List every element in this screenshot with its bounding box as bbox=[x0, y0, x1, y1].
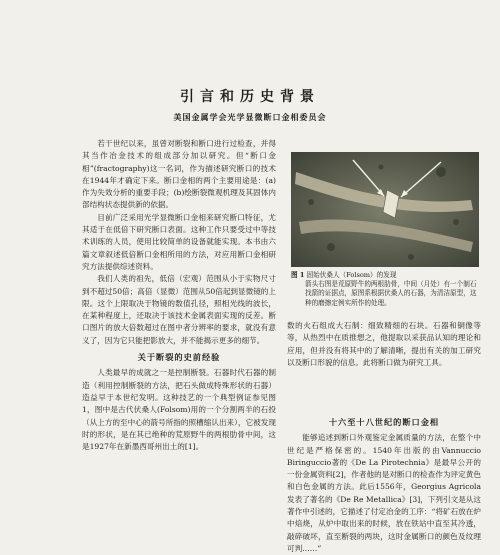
right-paragraph-1: 能够追述到断口外观鉴定金属质量的方法，在整个中世纪是严格保密的。1540年出版的由Vannuccio Biringuccio著的《De La Pirotechnia》是最早公开的一份金属资料[2]，作者他的是对断口的检查作为评定黄色和白色金属的方法。此后1556年，Georgius Agricola发表了著名的《De Re Metallica》[3]，下列引文是从这著作中引述的，它描述了付定冶金的工序：“将矿石放在炉中焙烧，从炉中取出来的时候，放在铁站中直至其冷透，敲碎破坏，直至断裂的两块，这时金属断口的颜色及纹理可判……” bbox=[287, 433, 481, 553]
left-column bbox=[82, 138, 276, 453]
right-mid-paragraph-1: 数的火石组成大石制：细致精细的石块。石器和铜像等等，从热烈中在质推想之，他提取以采获品认知的理论和应用，但并没有将其中的了解清晰，提出有关的加工研究以及断口形貌的信息。此将断口做为研究工具。 bbox=[287, 321, 481, 367]
left-paragraph-3: 我们人类的祖先，低倍（宏观）范围从小于实物尺寸到不超过50倍；高倍（显微）范围从50倍起到显微镜的上限。这个上限取决于物镜的数值孔径，照相光线的波长，在某种程度上，还取决于该技术金属表面实现的反差。断口图片的放大倍数超过在图中者分辨率的要求，就没有意义了，因为它只能把影放大，并不能揭示更多的细节。 bbox=[82, 274, 276, 345]
folsom-point-photo bbox=[291, 152, 479, 267]
right-column bbox=[287, 412, 481, 555]
document-title: 引言和历史背景 bbox=[180, 89, 320, 105]
section-heading-prehistoric: 关于断裂的史前经验 bbox=[137, 352, 221, 363]
figure-caption-body: 箭头右图是荒原野牛的两根肋骨，中间（月处）有一个制石找箭的证据点，原图系根据伏桑人的石器，为清洁原型，这种的磨擦定例实所作的处理。 bbox=[305, 280, 477, 307]
right-column-mid bbox=[287, 320, 481, 369]
figure-1-photo bbox=[291, 152, 479, 267]
left-paragraph-2: 目前广泛采用光学显微断口金相来研究断口特征，尤其适于在低倍下研究断口表面。这种工作只要受过中等技术训练的人员，使用比较简单的设备就能实现。本书由六篇文章叙述低倍断口金相所用的方法，对应用断口金相研究方法提供综述资料。 bbox=[82, 212, 276, 271]
left-paragraph-4: 人类最早的成就之一是控制断裂。石器时代石器的制造（利用控制断裂的方法，把石头做成特殊形状的石器）造益早于本世纪发明。这种技艺的一个典型例证参见图1，图中是古代伏桑人(Folsom)用的一个分割两半的石投（从上方的至中心的箭号所指的照槽缩认出来），它被发现时的形状，是在其已绝种的荒原野牛的两根肋骨中间，这是1927年在新墨西哥州出土的[1]。 bbox=[82, 368, 276, 452]
figure-label: 图 1 bbox=[291, 271, 305, 279]
section-heading-16-18th-century: 十六至十八世纪的断口金相 bbox=[328, 417, 440, 427]
figure-1-caption bbox=[291, 271, 479, 308]
left-paragraph-1: 若干世纪以来，虽曾对断裂和断口进行过检查，并得其当作冶金技术的组成部分加以研究。但“断口金相”(fractography)这一名词，作为描述研究断口的技术在1944年才确定下来。断口金相的两个主要用途是：(a)作为失效分析的重要手段；(b)绘断裂微观机理及其固体内部结构状态提供新的依据。 bbox=[82, 139, 276, 210]
figure-title: 固始伏桑人（Folsom）的发现 bbox=[306, 271, 397, 279]
document-authors: 美国金属学会光学显微断口金相委员会 bbox=[173, 112, 327, 122]
